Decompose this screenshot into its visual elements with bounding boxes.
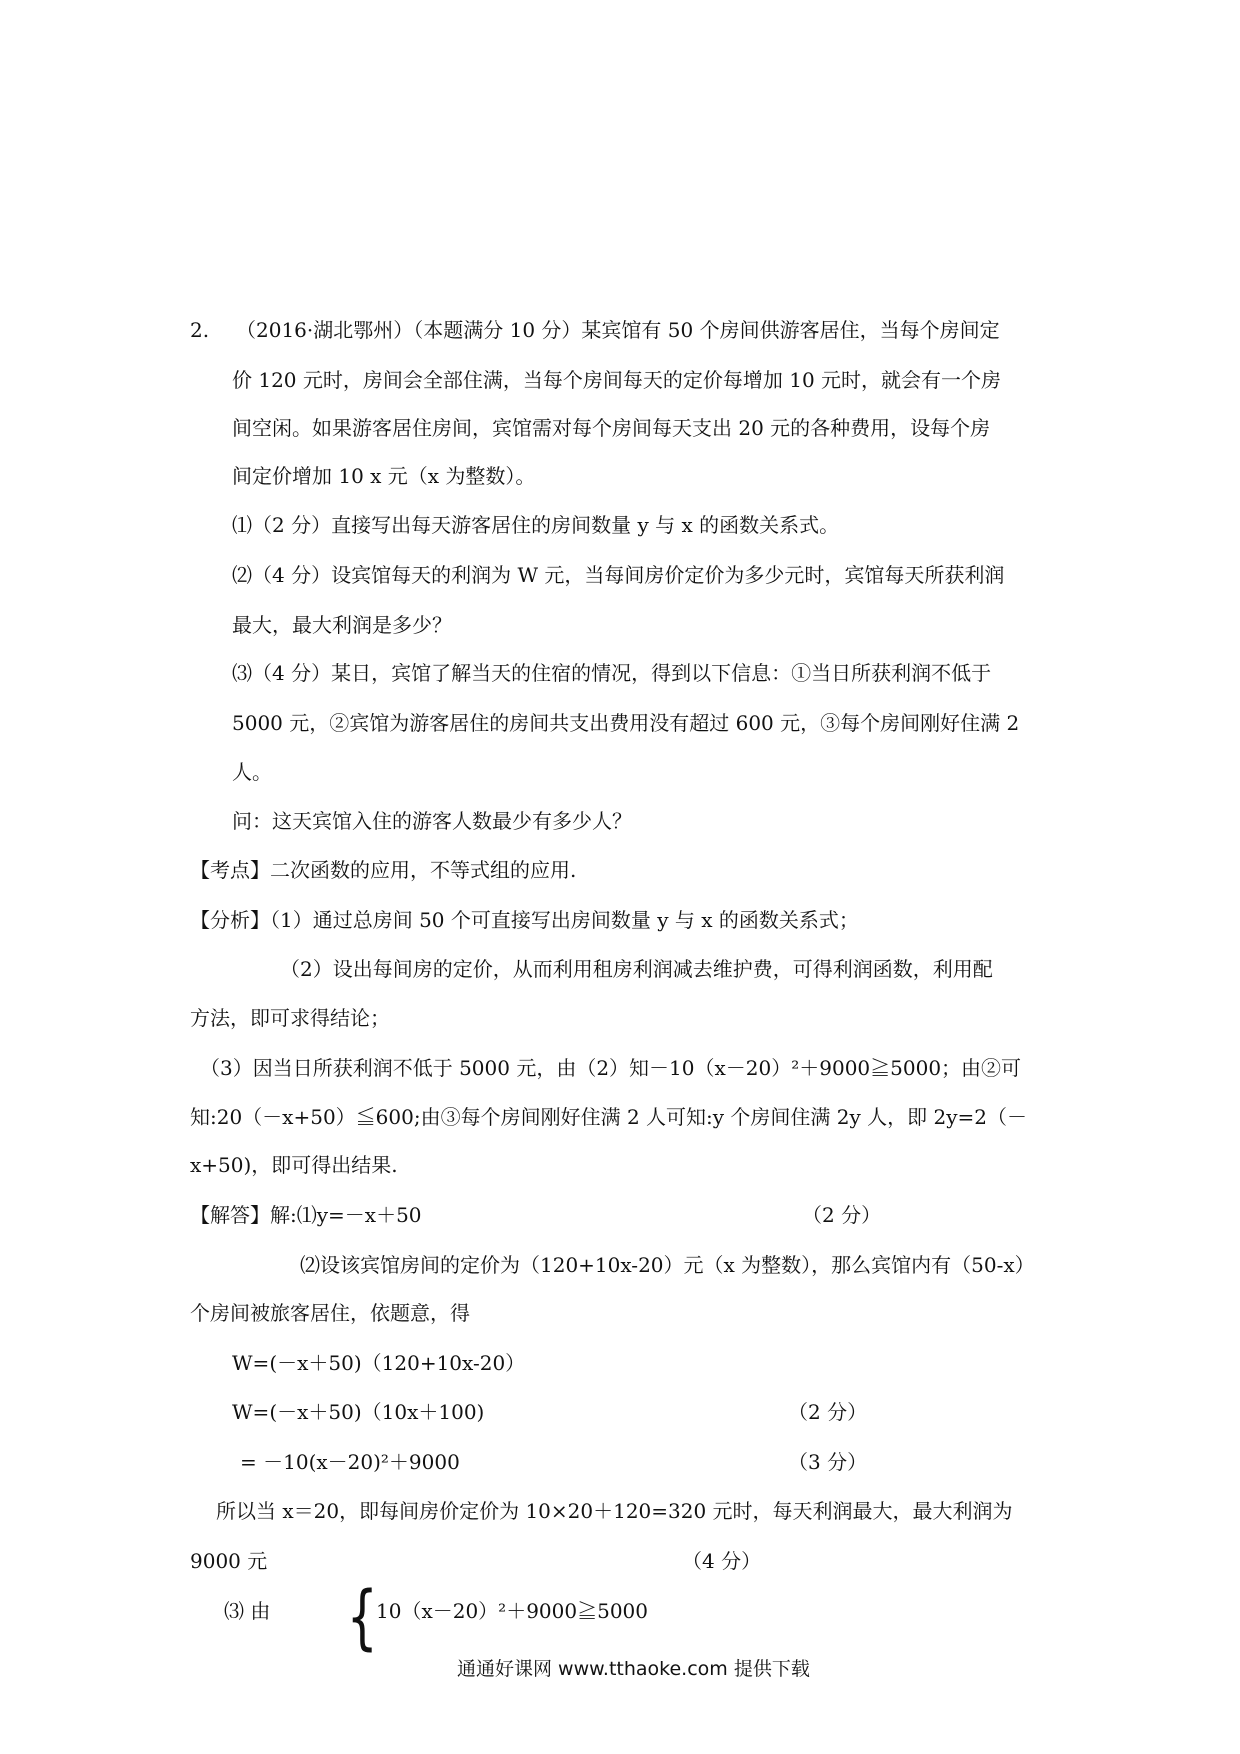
fenxi-line: （2）设出每间房的定价，从而利用租房利润减去维护费，可得利润函数，利用配 xyxy=(280,957,993,981)
conclusion: 所以当 x＝20，即每间房价定价为 10×20＋120=320 元时，每天利润最大，最大利润为 xyxy=(216,1499,1013,1523)
score-label: （2 分） xyxy=(788,1400,868,1424)
part-3: ⑶（4 分）某日，宾馆了解当天的住宿的情况，得到以下信息：①当日所获利润不低于 xyxy=(232,661,992,685)
problem-stem-line: 价 120 元时，房间会全部住满，当每个房间每天的定价每增加 10 元时，就会有一个房 xyxy=(232,368,1002,392)
score-label: （2 分） xyxy=(802,1203,882,1227)
part-3-cont: 5000 元，②宾馆为游客居住的房间共支出费用没有超过 600 元，③每个房间刚好住满 2 xyxy=(232,711,1020,735)
part-2-cont: 最大，最大利润是多少？ xyxy=(232,613,452,637)
fenxi-line: 方法，即可求得结论； xyxy=(190,1006,390,1030)
jieda-part-2: ⑵设该宾馆房间的定价为（120+10x-20）元（x 为整数），那么宾馆内有（50-x） xyxy=(300,1253,1035,1277)
equation: W=(－x＋50)（10x＋100) xyxy=(232,1400,485,1424)
score-label: （4 分） xyxy=(682,1549,762,1573)
score-label: （3 分） xyxy=(788,1450,868,1474)
fenxi-line: 【分析】（1）通过总房间 50 个可直接写出房间数量 y 与 x 的函数关系式； xyxy=(190,908,859,932)
problem-stem-line: （2016·湖北鄂州）（本题满分 10 分）某宾馆有 50 个房间供游客居住，当每个房间定 xyxy=(236,318,1000,342)
conclusion-cont: 9000 元 xyxy=(190,1549,268,1573)
equation: = －10(x－20)²＋9000 xyxy=(240,1450,460,1474)
part-2: ⑵（4 分）设宾馆每天的利润为 W 元，当每间房价定价为多少元时，宾馆每天所获利润 xyxy=(232,563,1005,587)
problem-stem-line: 间空闲。如果游客居住房间，宾馆需对每个房间每天支出 20 元的各种费用，设每个房 xyxy=(232,416,991,440)
fenxi-line: x+50)，即可得出结果. xyxy=(190,1153,398,1177)
jieda-part-2-cont: 个房间被旅客居住，依题意，得 xyxy=(190,1301,470,1325)
part-3-cont: 人。 xyxy=(232,760,272,784)
inequality-system-line: 10（x－20）²＋9000≧5000 xyxy=(376,1599,648,1623)
kaodian: 【考点】二次函数的应用，不等式组的应用. xyxy=(190,858,577,882)
equation: W=(－x＋50)（120+10x-20） xyxy=(232,1351,526,1375)
part-3-question: 问：这天宾馆入住的游客人数最少有多少人？ xyxy=(232,809,632,833)
problem-number: 2. xyxy=(190,318,210,342)
part-1: ⑴（2 分）直接写出每天游客居住的房间数量 y 与 x 的函数关系式。 xyxy=(232,513,840,537)
problem-stem-line: 间定价增加 10 x 元（x 为整数）。 xyxy=(232,464,536,488)
fenxi-line: （3）因当日所获利润不低于 5000 元，由（2）知－10（x－20）²＋9000≧5000；由②可 xyxy=(200,1056,1022,1080)
brace-icon: { xyxy=(346,1576,378,1658)
footer-watermark: 通通好课网 www.tthaoke.com 提供下载 xyxy=(457,1658,810,1680)
part-3-label: ⑶ 由 xyxy=(224,1599,271,1623)
jieda-line-1: 【解答】解:⑴y=－x＋50 xyxy=(190,1203,422,1227)
fenxi-line: 知:20（－x+50）≦600;由③每个房间刚好住满 2 人可知:y 个房间住满 2y 人，即 2y=2（－ xyxy=(190,1105,1028,1129)
